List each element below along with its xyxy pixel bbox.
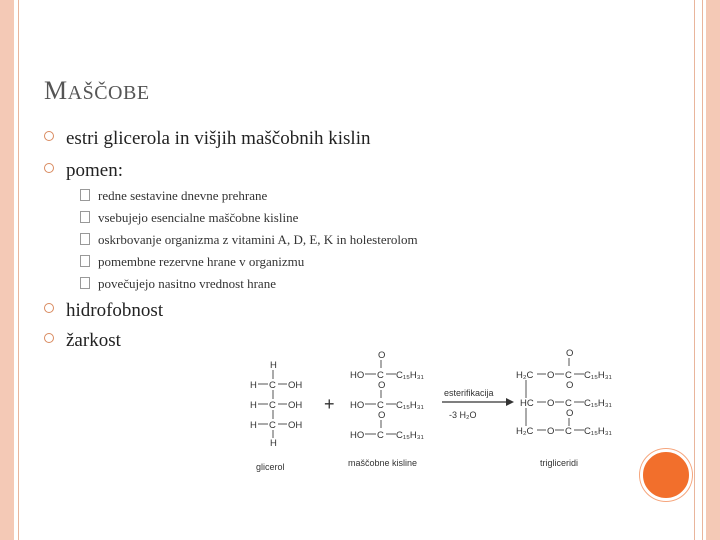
sub-bullet-item: pomembne rezervne hrane v organizmu <box>80 254 304 270</box>
bullet-item: hidrofobnost <box>44 300 163 322</box>
bullet-circle-icon <box>44 163 54 173</box>
bullet-circle-icon <box>44 303 54 313</box>
svg-text:C₁₅H₃₁: C₁₅H₃₁ <box>396 400 424 411</box>
svg-text:O: O <box>547 398 555 409</box>
svg-text:C₁₅H₃₁: C₁₅H₃₁ <box>396 370 424 381</box>
reaction-arrow <box>442 388 514 420</box>
bullet-item: žarkost <box>44 330 121 352</box>
sub-bullet-box-icon <box>80 277 90 289</box>
sub-bullet-item: oskrbovanje organizma z vitamini A, D, E, K in holesterolom <box>80 232 418 248</box>
svg-text:C: C <box>565 426 572 437</box>
svg-text:O: O <box>566 380 574 391</box>
svg-text:C: C <box>565 370 572 381</box>
sub-bullet-box-icon <box>80 255 90 267</box>
svg-text:HO: HO <box>350 400 365 411</box>
svg-text:H: H <box>250 380 257 391</box>
svg-text:H: H <box>270 438 277 449</box>
bullet-item: estri glicerola in višjih maščobnih kislin <box>44 128 370 150</box>
svg-text:C₁₅H₃₁: C₁₅H₃₁ <box>584 398 612 409</box>
svg-text:H₂C: H₂C <box>516 426 534 437</box>
svg-text:OH: OH <box>288 380 303 391</box>
frame-line-right <box>694 0 695 540</box>
frame-line-right-2 <box>702 0 703 540</box>
glycerol-structure <box>250 360 302 472</box>
svg-text:O: O <box>378 350 386 361</box>
svg-text:O: O <box>547 426 555 437</box>
svg-text:C: C <box>269 420 276 431</box>
bullet-circle-icon <box>44 131 54 141</box>
arrow-bottom-label: -3 H₂O <box>449 410 477 420</box>
svg-text:C: C <box>377 400 384 411</box>
frame-right <box>706 0 720 540</box>
triglyceride-structure <box>516 348 612 468</box>
glycerol-label: glicerol <box>256 462 285 472</box>
reaction-diagram <box>244 346 624 476</box>
slide-title: MAŠČOBE <box>44 76 150 105</box>
svg-text:O: O <box>566 408 574 419</box>
sub-bullet-item: vsebujejo esencialne maščobne kisline <box>80 210 298 226</box>
svg-text:HO: HO <box>350 430 365 441</box>
decorative-orange-circle <box>640 449 692 501</box>
svg-text:HO: HO <box>350 370 365 381</box>
svg-text:H: H <box>250 420 257 431</box>
bullet-item: pomen: <box>44 160 123 182</box>
sub-bullet-box-icon <box>80 211 90 223</box>
svg-text:C: C <box>269 380 276 391</box>
svg-text:OH: OH <box>288 420 303 431</box>
fatty-acid-label: maščobne kisline <box>348 458 418 468</box>
sub-bullet-box-icon <box>80 233 90 245</box>
svg-text:O: O <box>547 370 555 381</box>
plus-sign: + <box>324 394 335 414</box>
svg-text:O: O <box>378 410 386 421</box>
svg-text:H: H <box>270 360 277 371</box>
svg-text:H₂C: H₂C <box>516 370 534 381</box>
svg-text:C: C <box>377 370 384 381</box>
svg-text:C₁₅H₃₁: C₁₅H₃₁ <box>584 370 612 381</box>
svg-text:OH: OH <box>288 400 303 411</box>
svg-text:C₁₅H₃₁: C₁₅H₃₁ <box>584 426 612 437</box>
frame-left <box>0 0 14 540</box>
svg-text:C: C <box>565 398 572 409</box>
svg-text:O: O <box>378 380 386 391</box>
svg-text:C₁₅H₃₁: C₁₅H₃₁ <box>396 430 424 441</box>
esterification-diagram <box>244 346 624 476</box>
svg-text:HC: HC <box>520 398 534 409</box>
svg-text:H: H <box>250 400 257 411</box>
triglyceride-label: trigliceridi <box>540 458 579 468</box>
arrow-top-label: esterifikacija <box>444 388 494 398</box>
svg-text:O: O <box>566 348 574 359</box>
fatty-acid-structures <box>348 350 424 468</box>
sub-bullet-box-icon <box>80 189 90 201</box>
svg-text:C: C <box>269 400 276 411</box>
bullet-circle-icon <box>44 333 54 343</box>
svg-text:C: C <box>377 430 384 441</box>
frame-line-left <box>18 0 19 540</box>
sub-bullet-item: povečujejo nasitno vrednost hrane <box>80 276 276 292</box>
sub-bullet-item: redne sestavine dnevne prehrane <box>80 188 267 204</box>
